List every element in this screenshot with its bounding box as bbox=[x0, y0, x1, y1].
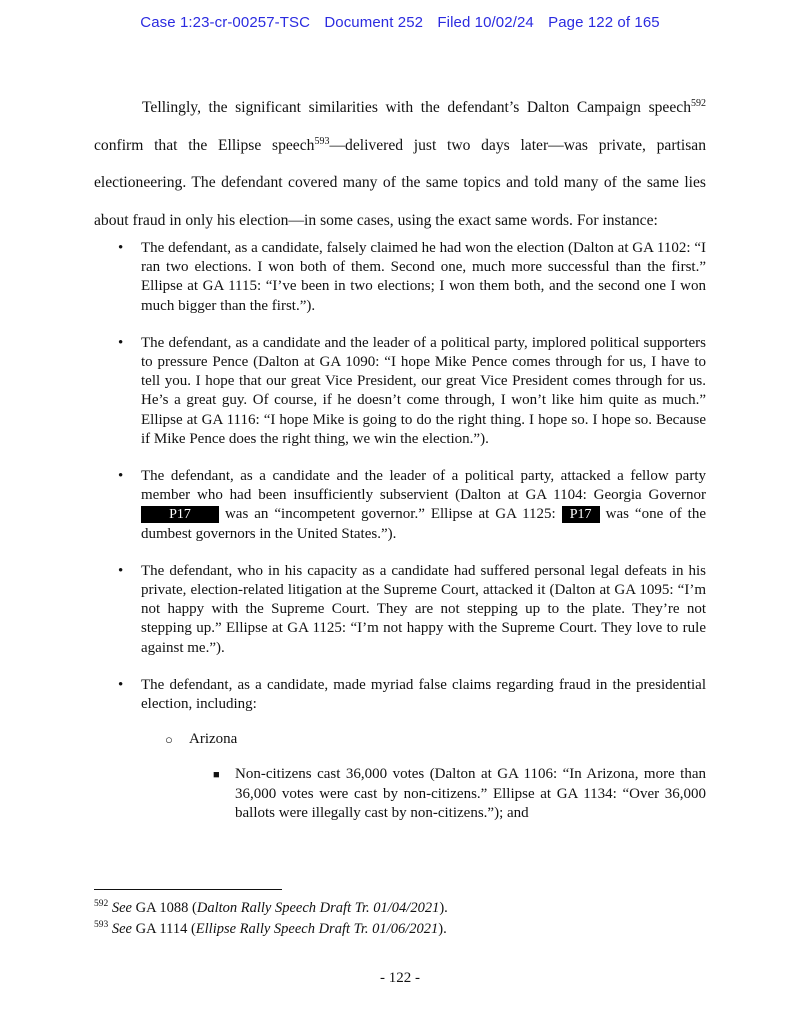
hollow-circle-icon: ○ bbox=[165, 732, 173, 748]
intro-paragraph bbox=[94, 89, 706, 239]
intro-text-1: Tellingly, the significant similarities with the defendant’s Dalton Campaign speech bbox=[142, 99, 691, 116]
footnote-text: GA 1114 ( bbox=[132, 921, 196, 937]
case-header bbox=[0, 14, 800, 31]
list-item bbox=[94, 562, 706, 658]
sub-list-item bbox=[94, 730, 706, 749]
redaction-box: P17 bbox=[141, 506, 219, 523]
footnotes bbox=[94, 898, 706, 940]
list-item bbox=[94, 239, 706, 316]
intro-text-2: confirm that the Ellipse speech bbox=[94, 136, 315, 154]
list-item-text: The defendant, who in his capacity as a candidate had suffered personal legal defeats in his private, election-related litigation at the Supreme Court, attacked it (Dalton at GA 1095: “I’m not happy with the Supreme Court. They are not stepping up to the plate. They’re not stepping up.” Ellipse at GA 1125: “I’m not happy with the Supreme Court. They love to rule against me.”). bbox=[141, 562, 706, 656]
case-number: Case 1:23-cr-00257-TSC bbox=[140, 14, 311, 31]
footnote-title: Ellipse Rally Speech Draft Tr. 01/06/2021 bbox=[195, 921, 439, 937]
list-item-text: The defendant, as a candidate and the leader of a political party, implored political supporters to pressure Pence (Dalton at GA 1090: “I hope Mike Pence comes through for us, I have to tell you. I hope that our great Vice President, our great Vice President comes through for us. He’s a great guy. Of course, if he doesn’t come through, I won’t like him quite as much.” Ellipse at GA 1116: “I hope Mike is going to do the right thing. I hope so. I hope so. Because if Mike Pence does the right thing, we win the election.”). bbox=[141, 334, 706, 447]
redaction-box: P17 bbox=[562, 506, 600, 523]
bullet-dot-icon: • bbox=[118, 468, 124, 485]
footnote-number: 592 bbox=[94, 899, 109, 910]
intro-text-3: —delivered just two days later—was private, partisan electioneering. The defendant covered many of the same topics and told many of the same lies about fraud in only his election—in some cases, using the exact same words. For instance: bbox=[94, 136, 706, 229]
filed-date: Filed 10/02/24 bbox=[437, 14, 534, 31]
bullet-dot-icon: • bbox=[118, 562, 124, 579]
list-item bbox=[94, 334, 706, 449]
footnote-title: Dalton Rally Speech Draft Tr. 01/04/2021 bbox=[196, 900, 440, 916]
page-of-total: Page 122 of 165 bbox=[548, 14, 660, 31]
list-item bbox=[94, 467, 706, 544]
page-number: - 122 - bbox=[380, 970, 420, 986]
document-number: Document 252 bbox=[324, 14, 424, 31]
footnote-592 bbox=[94, 898, 706, 919]
footnote-signal: See bbox=[111, 921, 132, 937]
footnote-ref-593: 593 bbox=[314, 135, 330, 147]
list-item bbox=[94, 676, 706, 714]
footnote-divider bbox=[94, 889, 282, 890]
sub-sub-list-item-text: Non-citizens cast 36,000 votes (Dalton at GA 1106: “In Arizona, more than 36,000 votes were cast by non-citizens.” Ellipse at GA 1134: “Over 36,000 ballots were illegally cast by non-citizens.”); and bbox=[235, 766, 706, 821]
footnote-593 bbox=[94, 919, 706, 940]
sub-sub-list-item bbox=[94, 765, 706, 823]
bullet-dot-icon: • bbox=[118, 334, 124, 351]
bullet-dot-icon: • bbox=[118, 240, 124, 256]
square-bullet-icon: ■ bbox=[213, 769, 220, 782]
footnote-end: ). bbox=[438, 921, 447, 937]
footnote-text: GA 1088 ( bbox=[132, 900, 197, 916]
bullet-dot-icon: • bbox=[118, 676, 124, 693]
sub-list-item-label: Arizona bbox=[189, 731, 238, 748]
list-item-text: was an “incompetent governor.” Ellipse at GA 1125: bbox=[219, 506, 562, 523]
footnote-end: ). bbox=[439, 900, 448, 916]
list-item-text: was “one of the dumbest governors in the United States.”). bbox=[141, 506, 706, 542]
comparison-list bbox=[94, 239, 706, 823]
footnote-signal: See bbox=[111, 900, 132, 916]
footnote-ref-592: 592 bbox=[691, 97, 706, 109]
list-item-text: The defendant, as a candidate and the leader of a political party, attacked a fellow party member who had been insufficiently subservient (Dalton at GA 1104: Georgia Governor bbox=[141, 468, 706, 504]
list-item-text: The defendant, as a candidate, made myriad false claims regarding fraud in the presidential election, including: bbox=[141, 676, 706, 713]
list-item-text: The defendant, as a candidate, falsely claimed he had won the election (Dalton at GA 1102: “I ran two elections. I won both of them. Second one, much more successful than the first.” Ellipse at GA 1115: “I’ve been in two elections; I won them both, and the second one I won much bigger than the first.”). bbox=[141, 240, 706, 314]
footnote-number: 593 bbox=[94, 920, 109, 931]
